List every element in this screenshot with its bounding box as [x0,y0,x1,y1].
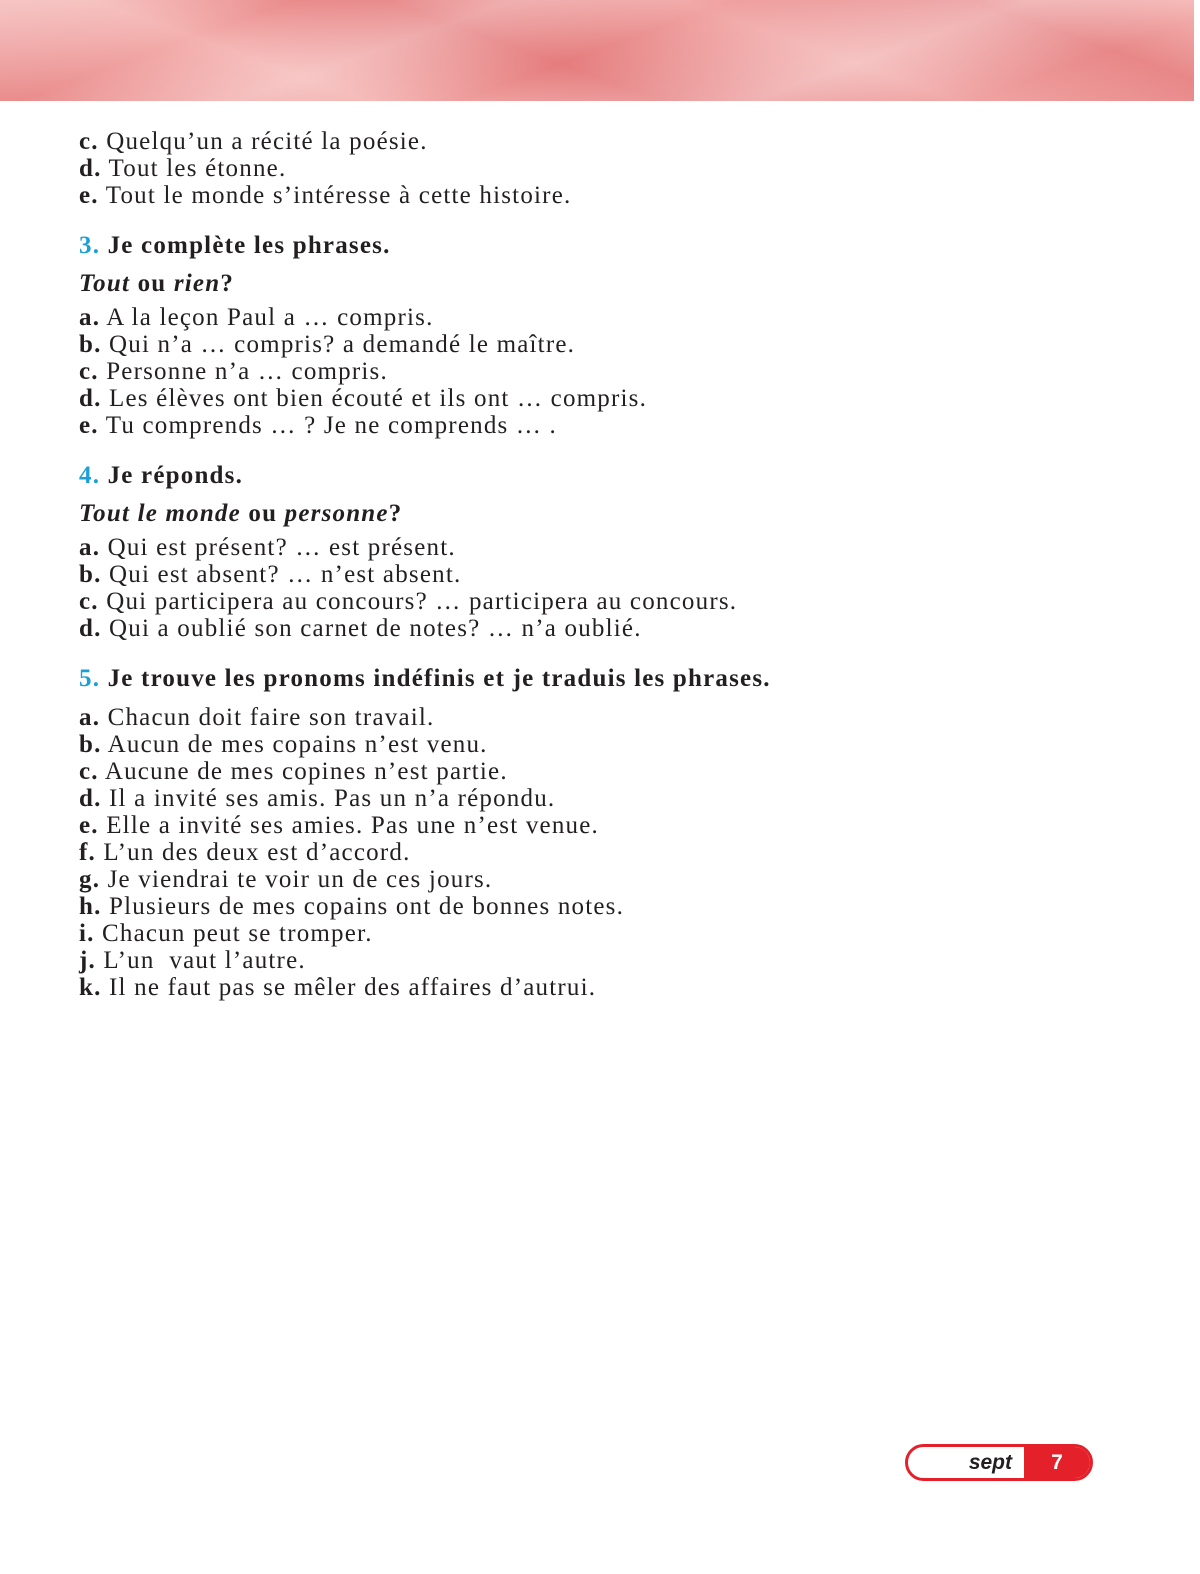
exercise-5-heading [79,665,1129,692]
item-letter: c. [79,358,99,385]
item-letter: e. [79,182,99,209]
sub-word: Tout [79,270,131,297]
item-letter: h. [79,893,102,920]
item-text: Je viendrai te voir un de ces jours. [100,866,493,893]
item-text: Qui a oublié son carnet de notes? … n’a oublié. [101,615,642,642]
item-text: Chacun peut se tromper. [94,920,373,947]
item-letter: e. [79,412,99,439]
page-word: sept [968,1451,1012,1474]
list-item [79,358,1129,385]
exercise-number: 4. [79,462,101,489]
decorative-header-banner [0,0,1194,101]
list-item [79,974,1129,1001]
item-letter: b. [79,331,102,358]
exercise-number: 3. [79,232,101,259]
exercise-number: 5. [79,665,101,692]
item-letter: c. [79,758,99,785]
item-text: Qui est présent? … est présent. [100,534,456,561]
sub-word: ou [240,500,285,527]
list-item [79,331,1129,358]
list-item [79,839,1129,866]
list-item [79,412,1129,439]
item-letter: d. [79,615,102,642]
sub-word: ? [388,500,403,527]
item-letter: g. [79,866,101,893]
sub-word: rien [173,270,221,297]
list-item [79,947,1129,974]
item-text: Quelqu’un a récité la poésie. [98,128,428,155]
item-letter: c. [79,128,99,155]
intro-list [79,128,1129,209]
exercise-3-subheading [79,270,1129,297]
exercise-title: Je complète les phrases. [100,232,391,259]
list-item [79,588,1129,615]
list-item [79,785,1129,812]
list-item [79,893,1129,920]
exercise-4-list [79,534,1129,642]
list-item [79,812,1129,839]
list-item [79,758,1129,785]
item-text: Aucun de mes copains n’est venu. [101,731,488,758]
list-item [79,615,1129,642]
list-item [79,731,1129,758]
item-text: Tout les étonne. [101,155,287,182]
item-letter: b. [79,731,102,758]
page-number: 7 [1024,1447,1090,1478]
item-text: Tout le monde s’intéresse à cette histoire. [98,182,572,209]
item-text: Les élèves ont bien écouté et ils ont … compris. [101,385,648,412]
item-letter: i. [79,920,95,947]
item-letter: k. [79,974,102,1001]
exercise-4-heading [79,462,1129,489]
item-text: Plusieurs de mes copains ont de bonnes notes. [101,893,625,920]
item-letter: d. [79,385,102,412]
page-number-badge [905,1444,1093,1481]
list-item [79,704,1129,731]
sub-word: ? [220,270,235,297]
item-text: A la leçon Paul a … compris. [100,304,434,331]
item-text: L’un des deux est d’accord. [95,839,411,866]
exercise-4-subheading [79,500,1129,527]
item-text: Il ne faut pas se mêler des affaires d’autrui. [101,974,597,1001]
page-content [79,128,1129,1001]
item-text: Il a invité ses amis. Pas un n’a répondu. [101,785,556,812]
exercise-title: Je réponds. [100,462,244,489]
item-letter: c. [79,588,99,615]
item-letter: a. [79,304,101,331]
item-text: L’un vaut l’autre. [95,947,306,974]
item-text: Tu comprends … ? Je ne comprends … . [98,412,557,439]
item-letter: d. [79,155,102,182]
item-letter: a. [79,534,101,561]
item-letter: d. [79,785,102,812]
sub-word: Tout le monde [79,500,241,527]
exercise-5-list [79,704,1129,1001]
list-item [79,304,1129,331]
list-item [79,561,1129,588]
list-item [79,920,1129,947]
list-item [79,385,1129,412]
item-text: Qui est absent? … n’est absent. [101,561,462,588]
sub-word: ou [130,270,174,297]
item-letter: f. [79,839,96,866]
item-letter: a. [79,704,101,731]
item-text: Aucune de mes copines n’est partie. [98,758,508,785]
exercise-title: Je trouve les pronoms indéfinis et je traduis les phrases. [100,665,771,692]
item-text: Elle a invité ses amies. Pas une n’est venue. [98,812,599,839]
sub-word: personne [284,500,389,527]
item-letter: j. [79,947,96,974]
list-item [79,155,1129,182]
list-item [79,182,1129,209]
item-text: Personne n’a … compris. [98,358,388,385]
item-text: Qui n’a … compris? a demandé le maître. [101,331,576,358]
exercise-3-list [79,304,1129,439]
item-text: Qui participera au concours? … participera au concours. [98,588,738,615]
item-text: Chacun doit faire son travail. [100,704,435,731]
exercise-3-heading [79,232,1129,259]
item-letter: b. [79,561,102,588]
list-item [79,534,1129,561]
list-item [79,128,1129,155]
list-item [79,866,1129,893]
item-letter: e. [79,812,99,839]
